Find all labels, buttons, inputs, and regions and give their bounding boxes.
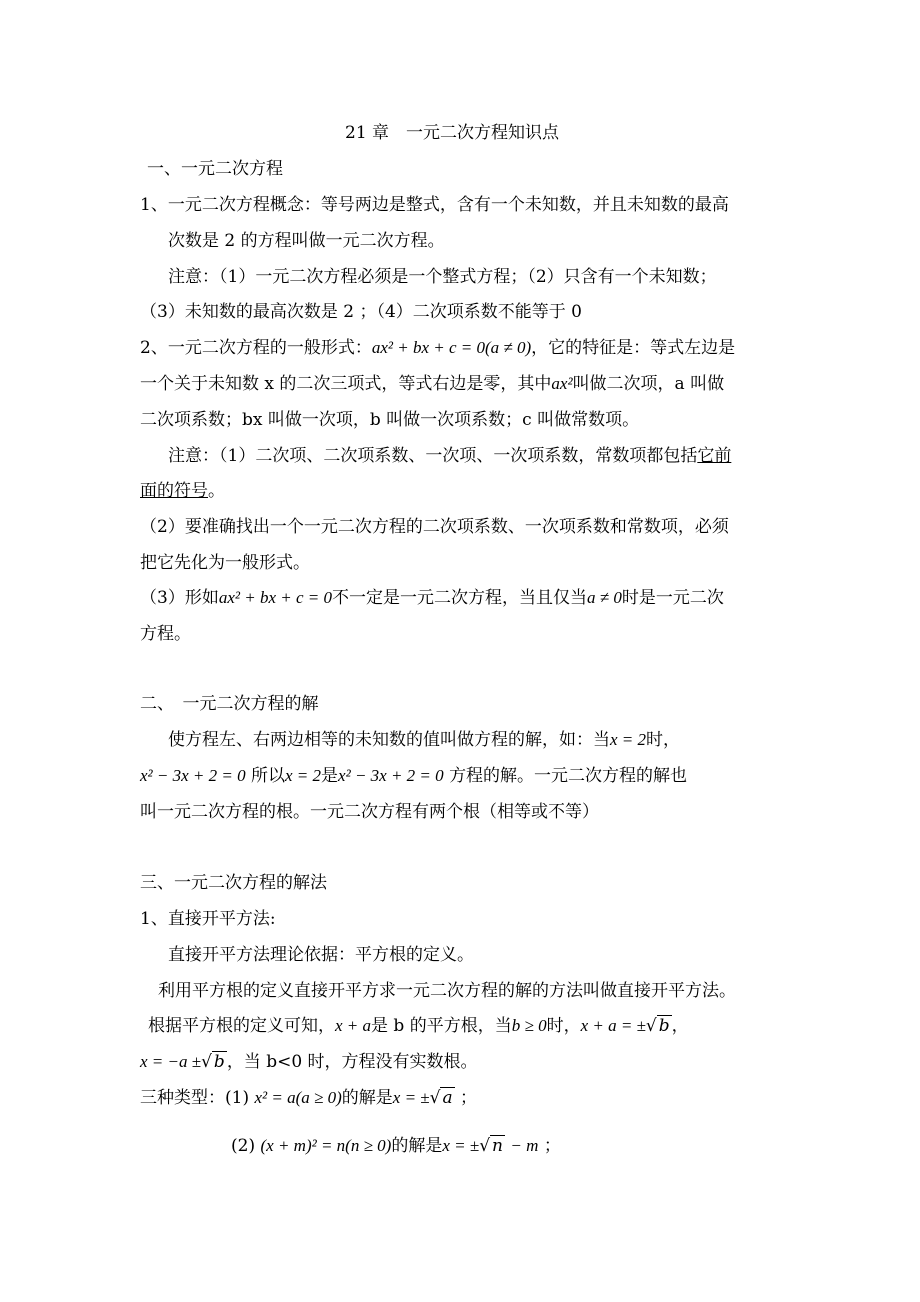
text: 叫做二次项，a 叫做 xyxy=(572,374,725,394)
underlined-text: 面的符号 xyxy=(140,481,208,501)
text: 使方程左、右两边相等的未知数的值叫做方程的解，如：当 xyxy=(168,730,610,750)
text: 是 b 的平方根，当 xyxy=(371,1016,512,1036)
text: 三种类型：(1) xyxy=(140,1088,250,1108)
subheading: 1、直接开平方法: xyxy=(140,909,276,929)
text: ； xyxy=(460,1088,478,1108)
radicand: a xyxy=(442,1088,453,1108)
paragraph-line xyxy=(140,1050,478,1074)
text: 2、一元二次方程的一般形式： xyxy=(140,338,372,358)
note-line: （2）要准确找出一个一元二次方程的二次项系数、一次项系数和常数项，必须 xyxy=(140,517,729,537)
formula-general-form: ax² + bx + c = 0(a ≠ 0) xyxy=(371,338,532,357)
underlined-text: 它前 xyxy=(697,446,732,466)
section-heading-2: 二、 一元二次方程的解 xyxy=(140,694,319,714)
formula-equation: x² − 3x + 2 = 0 xyxy=(338,766,444,785)
paragraph-line xyxy=(140,336,735,360)
paragraph-line: 利用平方根的定义直接开平方求一元二次方程的解的方法叫做直接开平方法。 xyxy=(158,981,736,1001)
paragraph-line xyxy=(231,1134,561,1158)
text: 的解是 xyxy=(391,1136,443,1156)
text: ； xyxy=(543,1136,561,1156)
text: ，当 b<0 时，方程没有实数根。 xyxy=(226,1052,478,1072)
paragraph-line xyxy=(140,372,724,396)
note-line xyxy=(168,444,731,468)
note-line: 方程。 xyxy=(140,624,191,644)
text: 是 xyxy=(321,766,339,786)
formula-b-nonnegative: b ≥ 0 xyxy=(511,1016,547,1035)
text: （3）形如 xyxy=(140,588,219,608)
note-line: （3）未知数的最高次数是 2 ；（4）二次项系数不能等于 0 xyxy=(140,302,582,322)
section-heading-3: 三、一元二次方程的解法 xyxy=(140,873,327,893)
formula-x-plus-a: x + a xyxy=(335,1016,372,1035)
formula-root: x = ± xyxy=(442,1136,480,1155)
paragraph-line xyxy=(140,764,687,788)
paragraph-line: 1、一元二次方程概念：等号两边是整式，含有一个未知数，并且未知数的最高 xyxy=(140,195,729,215)
radicand: b xyxy=(213,1052,225,1072)
paragraph-line: 直接开平方法理论依据：平方根的定义。 xyxy=(168,945,474,965)
sqrt-symbol: √ a xyxy=(429,1088,453,1108)
text: 的解是 xyxy=(341,1088,393,1108)
paragraph-line xyxy=(140,1086,477,1110)
text: 一个关于未知数 x 的二次三项式，等式右边是零，其中 xyxy=(140,374,552,394)
formula-x-equals-2: x = 2 xyxy=(285,766,322,785)
formula-root: x = ± xyxy=(392,1088,430,1107)
text: 方程的解。一元二次方程的解也 xyxy=(449,766,688,786)
note-line: 注意：（1）一元二次方程必须是一个整式方程；（2）只含有一个未知数； xyxy=(168,267,717,287)
text: 时， xyxy=(546,1016,581,1036)
radicand: b xyxy=(658,1016,670,1036)
text: 不一定是一元二次方程，当且仅当 xyxy=(331,588,587,608)
formula-x-equals-2: x = 2 xyxy=(610,730,647,749)
formula-root: x = −a ± xyxy=(140,1052,202,1071)
paragraph-line: 叫一元二次方程的根。一元二次方程有两个根（相等或不等） xyxy=(140,802,599,822)
sqrt-symbol: √ b xyxy=(645,1016,670,1036)
formula-quadratic-term: ax² xyxy=(551,374,573,393)
sqrt-symbol: √ b xyxy=(201,1052,225,1072)
note-line: 把它先化为一般形式。 xyxy=(140,553,310,573)
note-line xyxy=(140,586,724,610)
paragraph-line: 二次项系数；bx 叫做一次项，b 叫做一次项系数；c 叫做常数项。 xyxy=(140,410,640,430)
paragraph-line: 次数是 2 的方程叫做一元二次方程。 xyxy=(168,231,445,251)
formula-equation: x² − 3x + 2 = 0 xyxy=(140,766,246,785)
sqrt-symbol: √ n xyxy=(479,1136,503,1156)
formula-type-2: (x + m)² = n(n ≥ 0) xyxy=(260,1136,392,1155)
formula-general-form: ax² + bx + c = 0 xyxy=(218,588,332,607)
text: 时是一元二次 xyxy=(621,588,724,608)
text: ， xyxy=(671,1016,689,1036)
section-heading-1: 一、一元二次方程 xyxy=(147,159,283,179)
text: 所以 xyxy=(251,766,286,786)
formula-condition: a ≠ 0 xyxy=(586,588,622,607)
formula-type-1: x² = a(a ≥ 0) xyxy=(254,1088,342,1107)
radicand: n xyxy=(492,1136,503,1156)
paragraph-line xyxy=(148,1014,689,1038)
text: 根据平方根的定义可知， xyxy=(148,1016,335,1036)
text: 时， xyxy=(646,730,681,750)
page-title: 21 章 一元二次方程知识点 xyxy=(345,123,560,143)
formula-minus-m: − m xyxy=(510,1136,539,1155)
formula-root: x + a = ± xyxy=(580,1016,646,1035)
text: 注意：（1）二次项、二次项系数、一次项、一次项系数，常数项都包括 xyxy=(168,446,698,466)
note-line xyxy=(140,479,225,503)
paragraph-line xyxy=(168,728,680,752)
text: ，它的特征是：等式左边是 xyxy=(531,338,736,358)
text: (2) xyxy=(231,1136,256,1156)
text: 。 xyxy=(208,481,225,501)
